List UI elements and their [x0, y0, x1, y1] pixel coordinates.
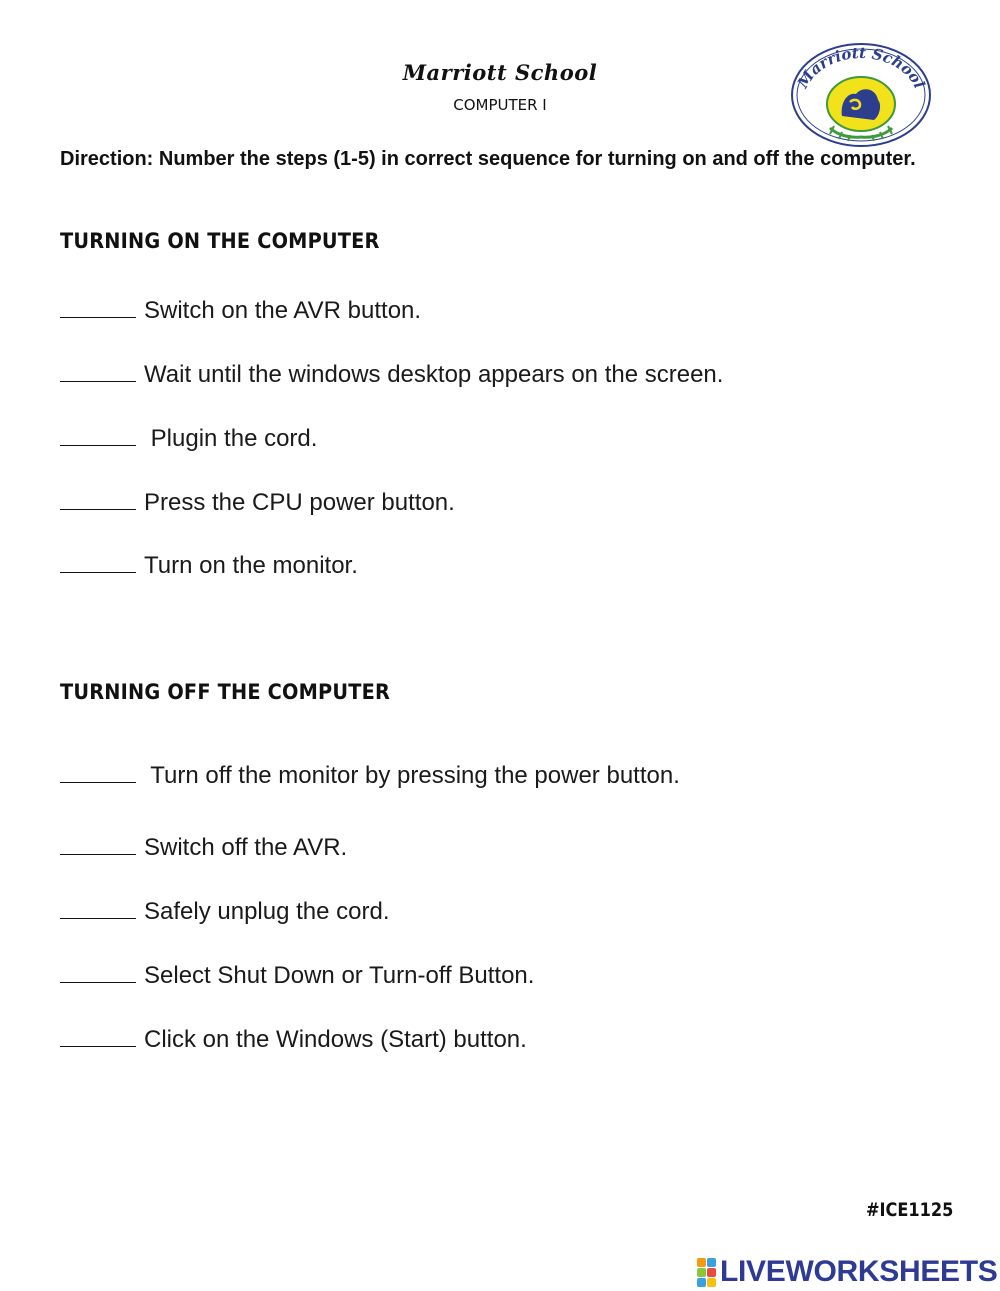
answer-blank[interactable]	[60, 832, 136, 855]
on-step-row	[60, 295, 421, 325]
school-logo	[790, 42, 932, 148]
answer-blank[interactable]	[60, 295, 136, 318]
answer-blank[interactable]	[60, 760, 136, 783]
answer-blank[interactable]	[60, 487, 136, 510]
answer-blank[interactable]	[60, 423, 136, 446]
step-text: Wait until the windows desktop appears on the screen.	[144, 361, 724, 388]
off-step-row	[60, 832, 347, 862]
subject-title: COMPUTER I	[453, 96, 547, 114]
school-name: Marriott School	[402, 60, 598, 85]
step-text: Press the CPU power button.	[144, 489, 455, 516]
answer-blank[interactable]	[60, 1024, 136, 1047]
on-step-row	[60, 359, 723, 389]
logo-text: Marriott School	[793, 43, 929, 92]
step-text: Select Shut Down or Turn-off Button.	[144, 962, 535, 989]
answer-blank[interactable]	[60, 896, 136, 919]
off-step-row	[60, 760, 680, 790]
step-text: Turn off the monitor by pressing the power button.	[144, 762, 680, 789]
turning-on-title: TURNING ON THE COMPUTER	[60, 229, 380, 253]
answer-blank[interactable]	[60, 550, 136, 573]
step-text: Safely unplug the cord.	[144, 898, 390, 925]
on-step-row	[60, 487, 455, 517]
step-text: Click on the Windows (Start) button.	[144, 1026, 527, 1053]
step-text: Plugin the cord.	[144, 425, 318, 452]
step-text: Turn on the monitor.	[144, 552, 358, 579]
brand-text: LIVEWORKSHEETS	[720, 1255, 998, 1288]
answer-blank[interactable]	[60, 359, 136, 382]
off-step-row	[60, 896, 390, 926]
turning-off-title: TURNING OFF THE COMPUTER	[60, 680, 391, 704]
direction-text: Direction: Number the steps (1-5) in correct sequence for turning on and off the computer.	[60, 148, 916, 170]
step-text: Switch off the AVR.	[144, 834, 348, 861]
answer-blank[interactable]	[60, 960, 136, 983]
step-text: Switch on the AVR button.	[144, 297, 422, 324]
on-step-row	[60, 550, 358, 580]
off-step-row	[60, 1024, 527, 1054]
liveworksheets-brand[interactable]	[697, 1255, 998, 1289]
liveworksheets-logo-icon	[697, 1258, 716, 1287]
on-step-row	[60, 423, 317, 453]
off-step-row	[60, 960, 534, 990]
worksheet-code: #ICE1125	[866, 1199, 954, 1221]
